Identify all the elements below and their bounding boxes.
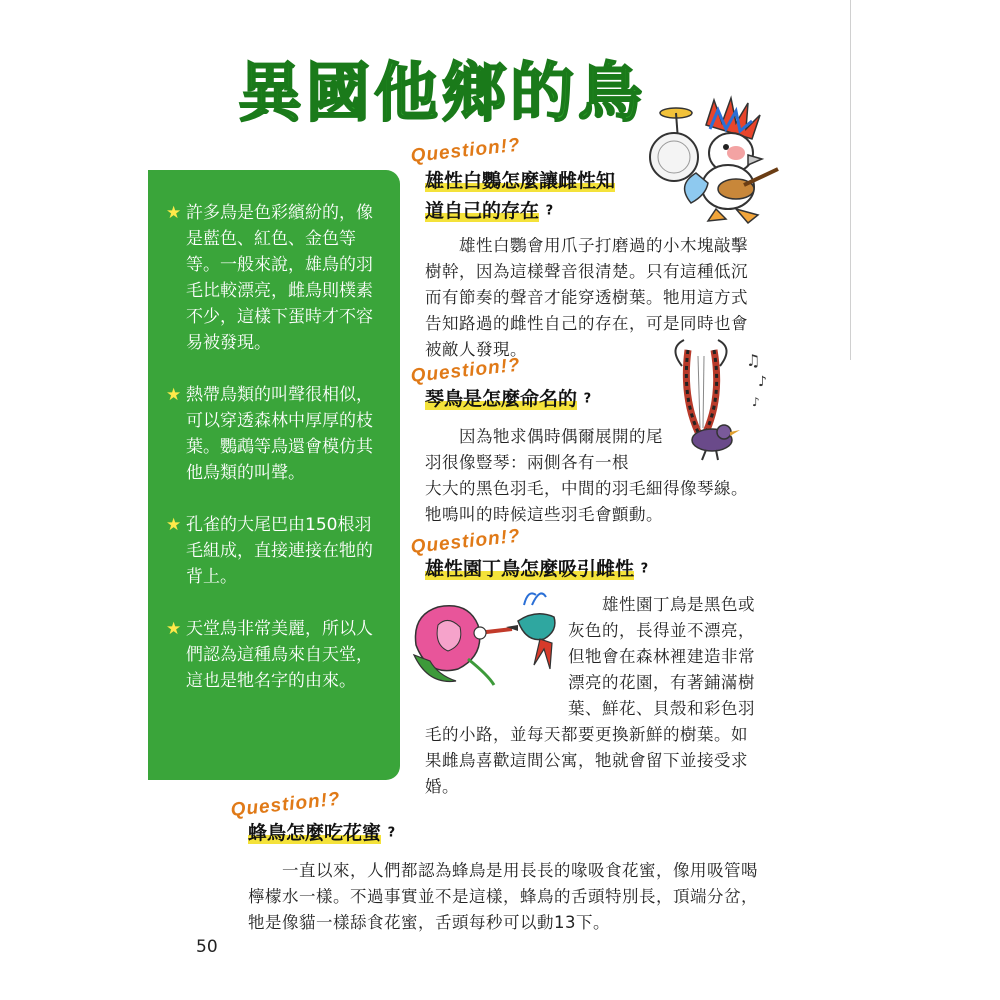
fact-item (166, 616, 382, 694)
answer-lyrebird (425, 424, 785, 528)
page-title: 異國他鄉的鳥 (238, 57, 646, 131)
answer-line: 因為牠求偶時偶爾展開的尾 (425, 427, 663, 446)
svg-text:♫: ♫ (746, 351, 761, 370)
star-icon: ★ (166, 385, 182, 405)
answer-line: 一直以來，人們都認為蜂鳥是用長長的喙吸食花蜜，像用吸管喝 (248, 861, 758, 880)
question-mark-icon: ? (583, 391, 592, 407)
answer-line: 雄性園丁鳥是黑色或 (568, 595, 755, 614)
question-tag: Question!? (229, 788, 342, 822)
svg-text:♪: ♪ (758, 374, 767, 390)
question-title-line: 雄性白鸚怎麼讓雌性知 (425, 170, 616, 192)
star-icon: ★ (166, 619, 182, 639)
answer-line: 牠是像貓一樣舔食花蜜，舌頭每秒可以動13下。 (248, 913, 610, 932)
fact-item (166, 200, 382, 356)
fact-item (166, 512, 382, 590)
answer-line: 被敵人發現。 (425, 340, 527, 359)
answer-line: 果雌鳥喜歡這間公寓，牠就會留下並接受求 (425, 751, 748, 770)
question-tag: Question!? (409, 354, 522, 388)
answer-line: 雄性白鸚會用爪子打磨過的小木塊敲擊 (425, 236, 748, 255)
answer-line: 但牠會在森林裡建造非常 (568, 647, 755, 666)
answer-line: 葉、鮮花、貝殼和彩色羽 (568, 699, 755, 718)
question-heading-lyrebird (425, 384, 665, 415)
answer-line: 大大的黑色羽毛，中間的羽毛細得像琴線。 (425, 479, 748, 498)
question-title-line: 道自己的存在 (425, 200, 540, 222)
answer-line: 而有節奏的聲音才能穿透樹葉。牠用這方式 (425, 288, 748, 307)
question-mark-icon: ? (640, 561, 649, 577)
question-tag: Question!? (409, 525, 522, 559)
question-heading-hummingbird (248, 818, 488, 849)
answer-line: 漂亮的花園，有著鋪滿樹 (568, 673, 755, 692)
fact-text: 天堂鳥非常美麗，所以人們認為這種鳥來自天堂，這也是牠名字的由來。 (186, 619, 373, 691)
answer-line: 毛的小路，並每天都要更換新鮮的樹葉。如 (425, 725, 748, 744)
question-mark-icon: ? (545, 203, 554, 219)
answer-line: 婚。 (425, 777, 459, 796)
question-title-line: 蜂鳥怎麼吃花蜜 (248, 822, 382, 844)
answer-bowerbird-bottom (425, 722, 785, 800)
fact-text: 許多鳥是色彩繽紛的，像是藍色、紅色、金色等等。一般來說，雄鳥的羽毛比較漂亮，雌鳥則樸素不少，這樣下蛋時才不容易被發現。 (186, 203, 373, 353)
bowerbird-illustration (408, 585, 568, 690)
question-heading-bowerbird (425, 554, 685, 585)
answer-hummingbird (248, 858, 808, 936)
page-number: 50 (196, 937, 218, 957)
question-mark-icon: ? (387, 825, 396, 841)
answer-line: 檸檬水一樣。不過事實並不是這樣，蜂鳥的舌頭特別長，頂端分岔， (248, 887, 758, 906)
question-title-line: 雄性園丁鳥怎麼吸引雌性 (425, 558, 635, 580)
question-heading-cockatoo (425, 166, 665, 227)
answer-line: 羽很像豎琴：兩側各有一根 (425, 453, 629, 472)
fact-text: 孔雀的大尾巴由150根羽毛組成，直接連接在牠的背上。 (186, 515, 373, 587)
answer-line: 樹幹，因為這樣聲音很清楚。只有這種低沉 (425, 262, 748, 281)
fact-text: 熱帶鳥類的叫聲很相似，可以穿透森林中厚厚的枝葉。鸚鵡等鳥還會模仿其他鳥類的叫聲。 (186, 385, 373, 483)
question-tag: Question!? (409, 134, 522, 168)
star-icon: ★ (166, 203, 182, 223)
answer-bowerbird-top (568, 592, 788, 722)
answer-cockatoo (425, 233, 785, 363)
question-title-line: 琴鳥是怎麼命名的 (425, 388, 578, 410)
fact-item (166, 382, 382, 486)
answer-line: 灰色的，長得並不漂亮， (568, 621, 755, 640)
facts-panel (148, 170, 400, 780)
svg-text:♪: ♪ (752, 395, 760, 409)
answer-line: 牠鳴叫的時候這些羽毛會顫動。 (425, 505, 663, 524)
answer-line: 告知路過的雌性自己的存在，可是同時也會 (425, 314, 748, 333)
star-icon: ★ (166, 515, 182, 535)
page-edge-line (850, 0, 851, 360)
